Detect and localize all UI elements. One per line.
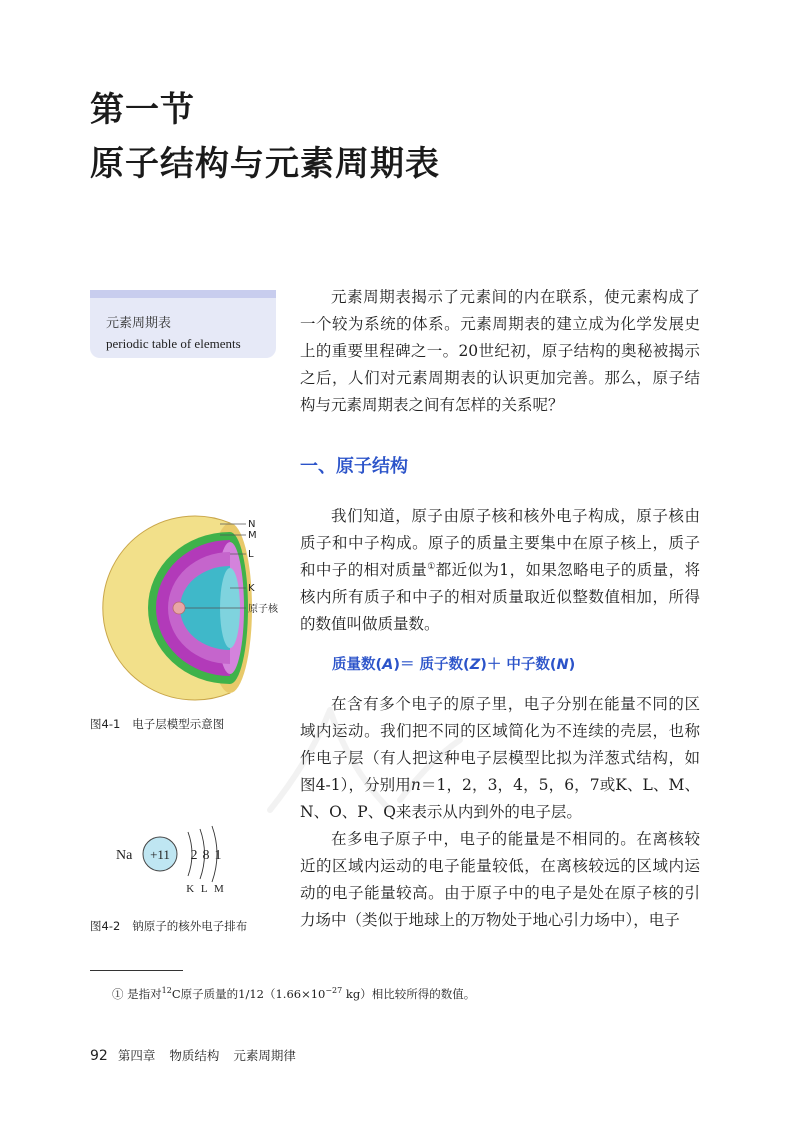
electrons-k: 2 (190, 848, 198, 863)
label-n: N (248, 519, 256, 530)
figure1-caption (90, 716, 224, 732)
figure2-caption (90, 918, 247, 934)
footer-section-title: 元素周期律 (233, 1048, 296, 1063)
formula-text-4: ) (568, 657, 576, 673)
term-chinese: 元素周期表 (106, 316, 172, 331)
page-number: 92 (90, 1048, 108, 1064)
footnote-exponent: −27 (325, 986, 343, 996)
atom-text-1: 我们知道，原子由原子核和核外电子构成，原子核由质子和中子构成。原子的质量主要集中在原子核上，质子和中子的相对质量 (300, 507, 700, 579)
formula-text-3: )＋ 中子数( (480, 657, 557, 673)
sodium-electron-diagram (108, 825, 248, 897)
figure1-caption-text: 电子层模型示意图 (132, 717, 225, 731)
shell-text-3: 在多电子原子中，电子的能量是不相同的。在离核较近的区域内运动的电子能量较低，在离核较远的区域内运动的电子能量较高。由于原子中的电子是处在原子核的引力场中（类似于地球上的万物处于地心引力场中），电子 (300, 830, 700, 929)
element-symbol: Na (116, 848, 133, 863)
section-title: 原子结构与元素周期表 (90, 144, 440, 184)
electron-shell-model-figure (70, 508, 290, 708)
shell-var-n: n (410, 776, 421, 794)
footnote-reference: ① (427, 561, 436, 572)
electrons-l: 8 (202, 848, 210, 863)
formula-text-2: )＝ 质子数( (393, 657, 470, 673)
label-nucleus: 原子核 (248, 604, 278, 615)
chapter-title: 第一节 (90, 90, 195, 130)
formula-var-a: A (382, 657, 394, 673)
shell-labels: K L M (186, 883, 226, 895)
shell-text-1: 在含有多个电子的原子里，电子分别在能量不同的区域内运动。我们把不同的区域简化为不连续的壳层，也称作电子层（有人把这种电子层模型比拟为洋葱式结构，如图4-1），分别用 (300, 695, 700, 794)
formula-var-z: Z (469, 657, 481, 673)
title-block (90, 85, 440, 189)
figure2-caption-number: 图4-2 (90, 919, 121, 933)
electrons-m: 1 (214, 848, 222, 863)
footer-chapter-title: 物质结构 (169, 1048, 220, 1063)
formula-var-n: N (556, 657, 569, 673)
footnote-text-3: kg）相比较所得的数值。 (342, 987, 476, 1001)
footnote-rule (90, 970, 183, 971)
footnote-text-2: C原子质量的1/12（1.66×10 (171, 987, 326, 1001)
figure2-caption-text: 钠原子的核外电子排布 (132, 919, 248, 933)
figure1-caption-number: 图4-1 (90, 717, 121, 731)
term-english: periodic table of elements (106, 336, 241, 351)
intro-paragraph (300, 284, 700, 419)
formula-text-1: 质量数( (332, 657, 383, 673)
label-l: L (248, 549, 254, 560)
footnote-isotope-mass: 12 (161, 986, 172, 996)
footnote-text-1: 是指对 (127, 987, 162, 1001)
footnote (112, 986, 475, 1002)
label-k: K (248, 583, 255, 594)
footer-chapter: 第四章 (117, 1048, 156, 1063)
page-footer (90, 1046, 296, 1064)
nucleus (173, 602, 185, 614)
atom-paragraph (300, 503, 700, 638)
nucleus-charge: +11 (150, 847, 170, 862)
footnote-mark: ① (112, 987, 124, 1001)
shell-text-2: ＝1，2，3，4，5，6，7或K、L、M、N、O、P、Q来表示从内到外的电子层。 (300, 776, 700, 821)
watermark (250, 700, 470, 830)
label-m: M (248, 530, 257, 541)
mass-number-formula (332, 653, 575, 674)
intro-text: 元素周期表揭示了元素间的内在联系，使元素构成了一个较为系统的体系。元素周期表的建立成为化学发展史上的重要里程碑之一。20世纪初，原子结构的奥秘被揭示之后，人们对元素周期表的认识更加完善。那么，原子结构与元素周期表之间有怎样的关系呢？ (300, 288, 700, 414)
term-box (90, 290, 276, 358)
subheading: 一、原子结构 (300, 456, 408, 477)
atom-text-2: 都近似为1，如果忽略电子的质量，将核内所有质子和中子的相对质量取近似整数值相加，所得的数值叫做质量数。 (300, 561, 700, 633)
